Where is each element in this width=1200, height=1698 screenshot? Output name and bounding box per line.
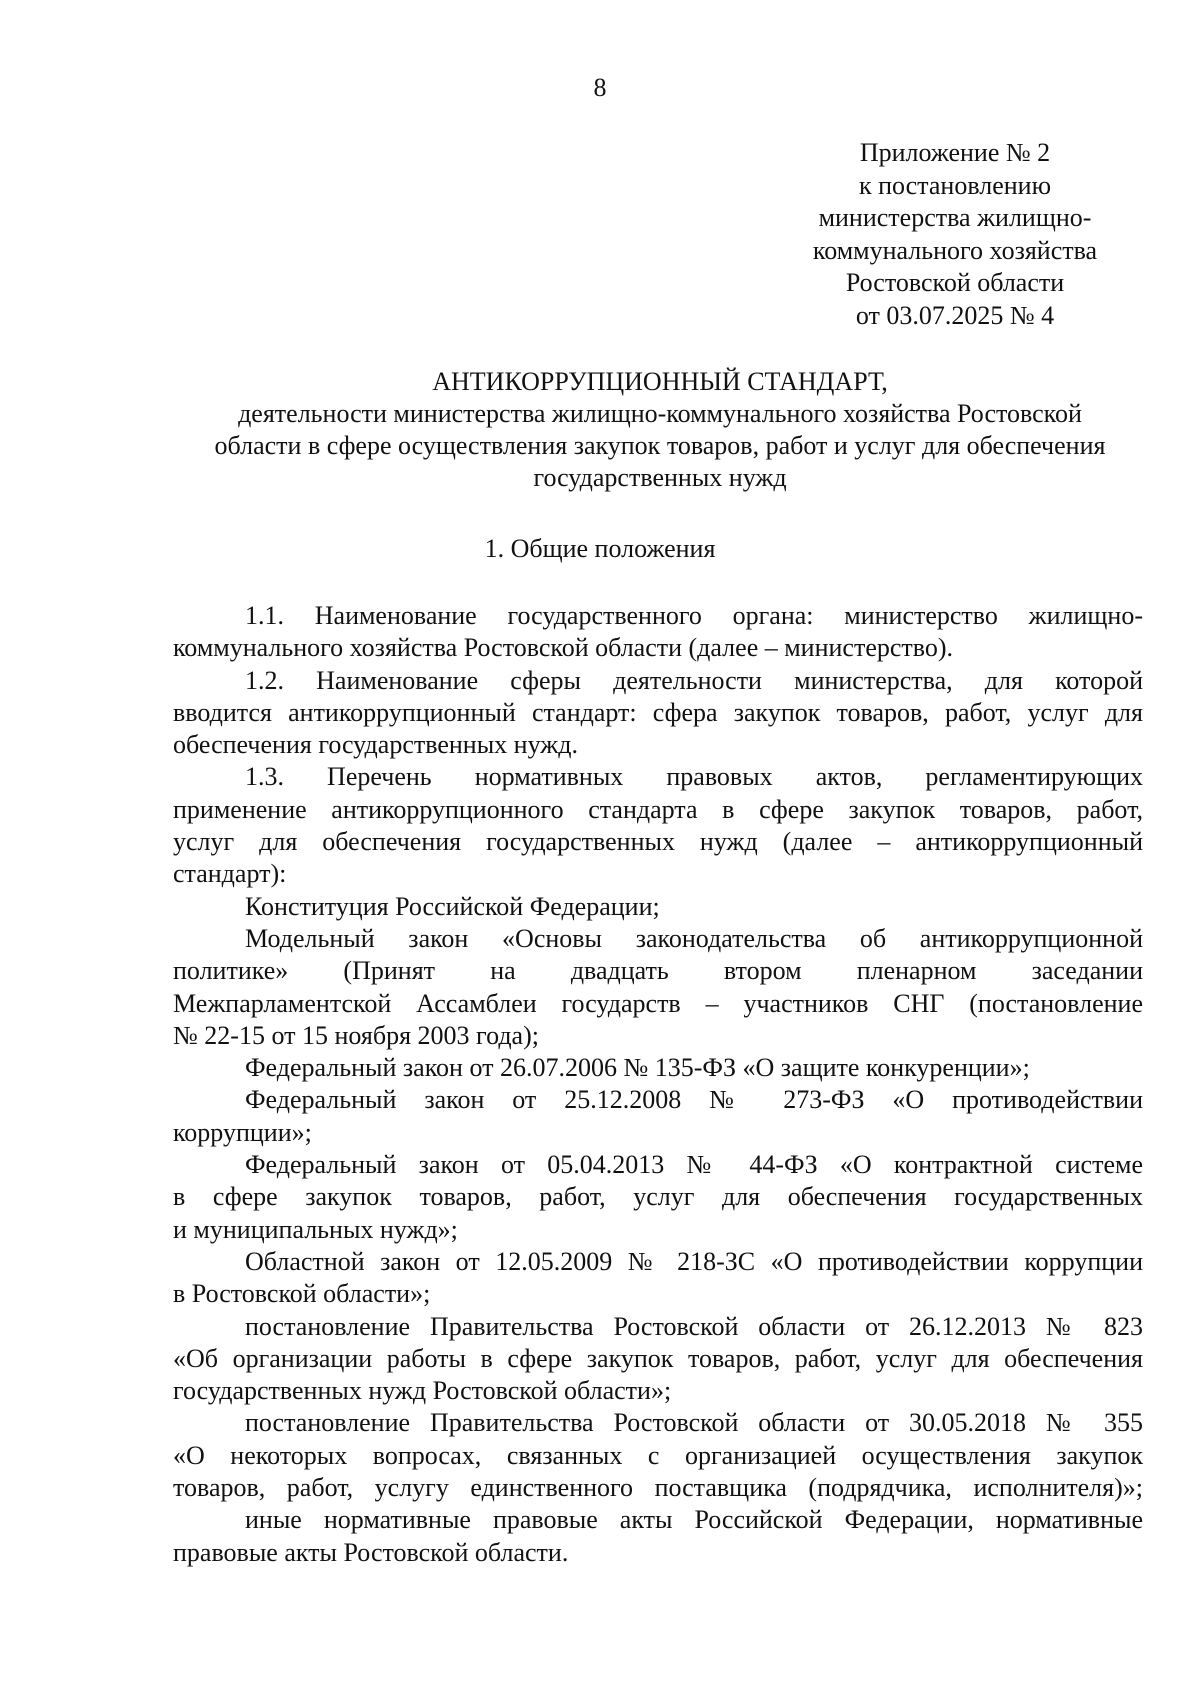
- paragraph-line: государственных нужд Ростовской области»;: [173, 1376, 672, 1406]
- appendix-line: к постановлению: [858, 170, 1052, 200]
- paragraph-line: «Об организации работы в сфере закупок товаров, работ, услуг для обеспечения: [173, 1343, 1143, 1373]
- paragraph-line: стандарт):: [173, 859, 287, 889]
- appendix-line: коммунального хозяйства: [812, 235, 1098, 265]
- title-main: АНТИКОРРУПЦИОННЫЙ СТАНДАРТ,: [432, 367, 888, 396]
- paragraph-line: № 22-15 от 15 ноября 2003 года);: [173, 1020, 539, 1050]
- body-text: [173, 600, 1143, 1569]
- paragraph-line: 1.3. Перечень нормативных правовых актов, регламентирующих: [245, 762, 1143, 792]
- page-number: 8: [593, 73, 607, 102]
- paragraph-line: обеспечения государственных нужд.: [173, 730, 578, 760]
- title-line: области в сфере осуществления закупок товаров, работ и услуг для обеспечения: [214, 431, 1106, 460]
- paragraph-line: коммунального хозяйства Ростовской области (далее – министерство).: [173, 633, 954, 663]
- paragraph-line: и муниципальных нужд»;: [173, 1214, 458, 1244]
- title-line: деятельности министерства жилищно-коммунального хозяйства Ростовской: [238, 399, 1082, 428]
- paragraph-line: иные нормативные правовые акты Российской Федерации, нормативные: [245, 1505, 1143, 1535]
- title-line: государственных нужд: [533, 463, 787, 492]
- paragraph-line: «О некоторых вопросах, связанных с организацией осуществления закупок: [173, 1440, 1143, 1470]
- paragraph-line: в сфере закупок товаров, работ, услуг для обеспечения государственных: [173, 1182, 1143, 1212]
- appendix-line: от 03.07.2025 № 4: [855, 300, 1055, 330]
- paragraph-line: Модельный закон «Основы законодательства об антикоррупционной: [245, 923, 1143, 953]
- paragraph-line: товаров, работ, услугу единственного поставщика (подрядчика, исполнителя)»;: [173, 1473, 1143, 1503]
- paragraph-line: Федеральный закон от 26.07.2006 № 135-ФЗ «О защите конкуренции»;: [245, 1053, 1030, 1083]
- appendix-line: Приложение № 2: [859, 138, 1051, 167]
- paragraph-line: 1.2. Наименование сферы деятельности министерства, для которой: [245, 665, 1143, 695]
- paragraph-line: Федеральный закон от 05.04.2013 № 44-ФЗ «О контрактной системе: [245, 1150, 1143, 1180]
- paragraph-line: услуг для обеспечения государственных нужд (далее – антикоррупционный: [173, 827, 1143, 857]
- appendix-line: Ростовской области: [845, 268, 1065, 297]
- paragraph-line: применение антикоррупционного стандарта в сфере закупок товаров, работ,: [173, 794, 1143, 824]
- paragraph-line: коррупции»;: [173, 1117, 312, 1147]
- paragraph-line: 1.1. Наименование государственного органа: министерство жилищно-: [245, 601, 1143, 630]
- appendix-line: министерства жилищно-: [818, 203, 1092, 232]
- paragraph-line: Федеральный закон от 25.12.2008 № 273-ФЗ «О противодействии: [245, 1085, 1143, 1115]
- paragraph-line: Конституция Российской Федерации;: [245, 891, 660, 921]
- paragraph-line: вводится антикоррупционный стандарт: сфера закупок товаров, работ, услуг для: [173, 697, 1143, 727]
- appendix-block: [790, 137, 1120, 332]
- paragraph-line: Областной закон от 12.05.2009 № 218-ЗС «О противодействии коррупции: [245, 1246, 1143, 1276]
- paragraph-line: политике» (Принят на двадцать втором пленарном заседании: [173, 956, 1143, 986]
- paragraph-line: постановление Правительства Ростовской области от 30.05.2018 № 355: [245, 1408, 1143, 1438]
- section-heading: 1. Общие положения: [484, 534, 716, 563]
- paragraph-line: постановление Правительства Ростовской области от 26.12.2013 № 823: [245, 1311, 1143, 1341]
- document-title: [170, 366, 1150, 494]
- paragraph-line: в Ростовской области»;: [173, 1279, 431, 1309]
- paragraph-line: Межпарламентской Ассамблеи государств – участников СНГ (постановление: [173, 988, 1143, 1018]
- paragraph-line: правовые акты Ростовской области.: [173, 1537, 569, 1567]
